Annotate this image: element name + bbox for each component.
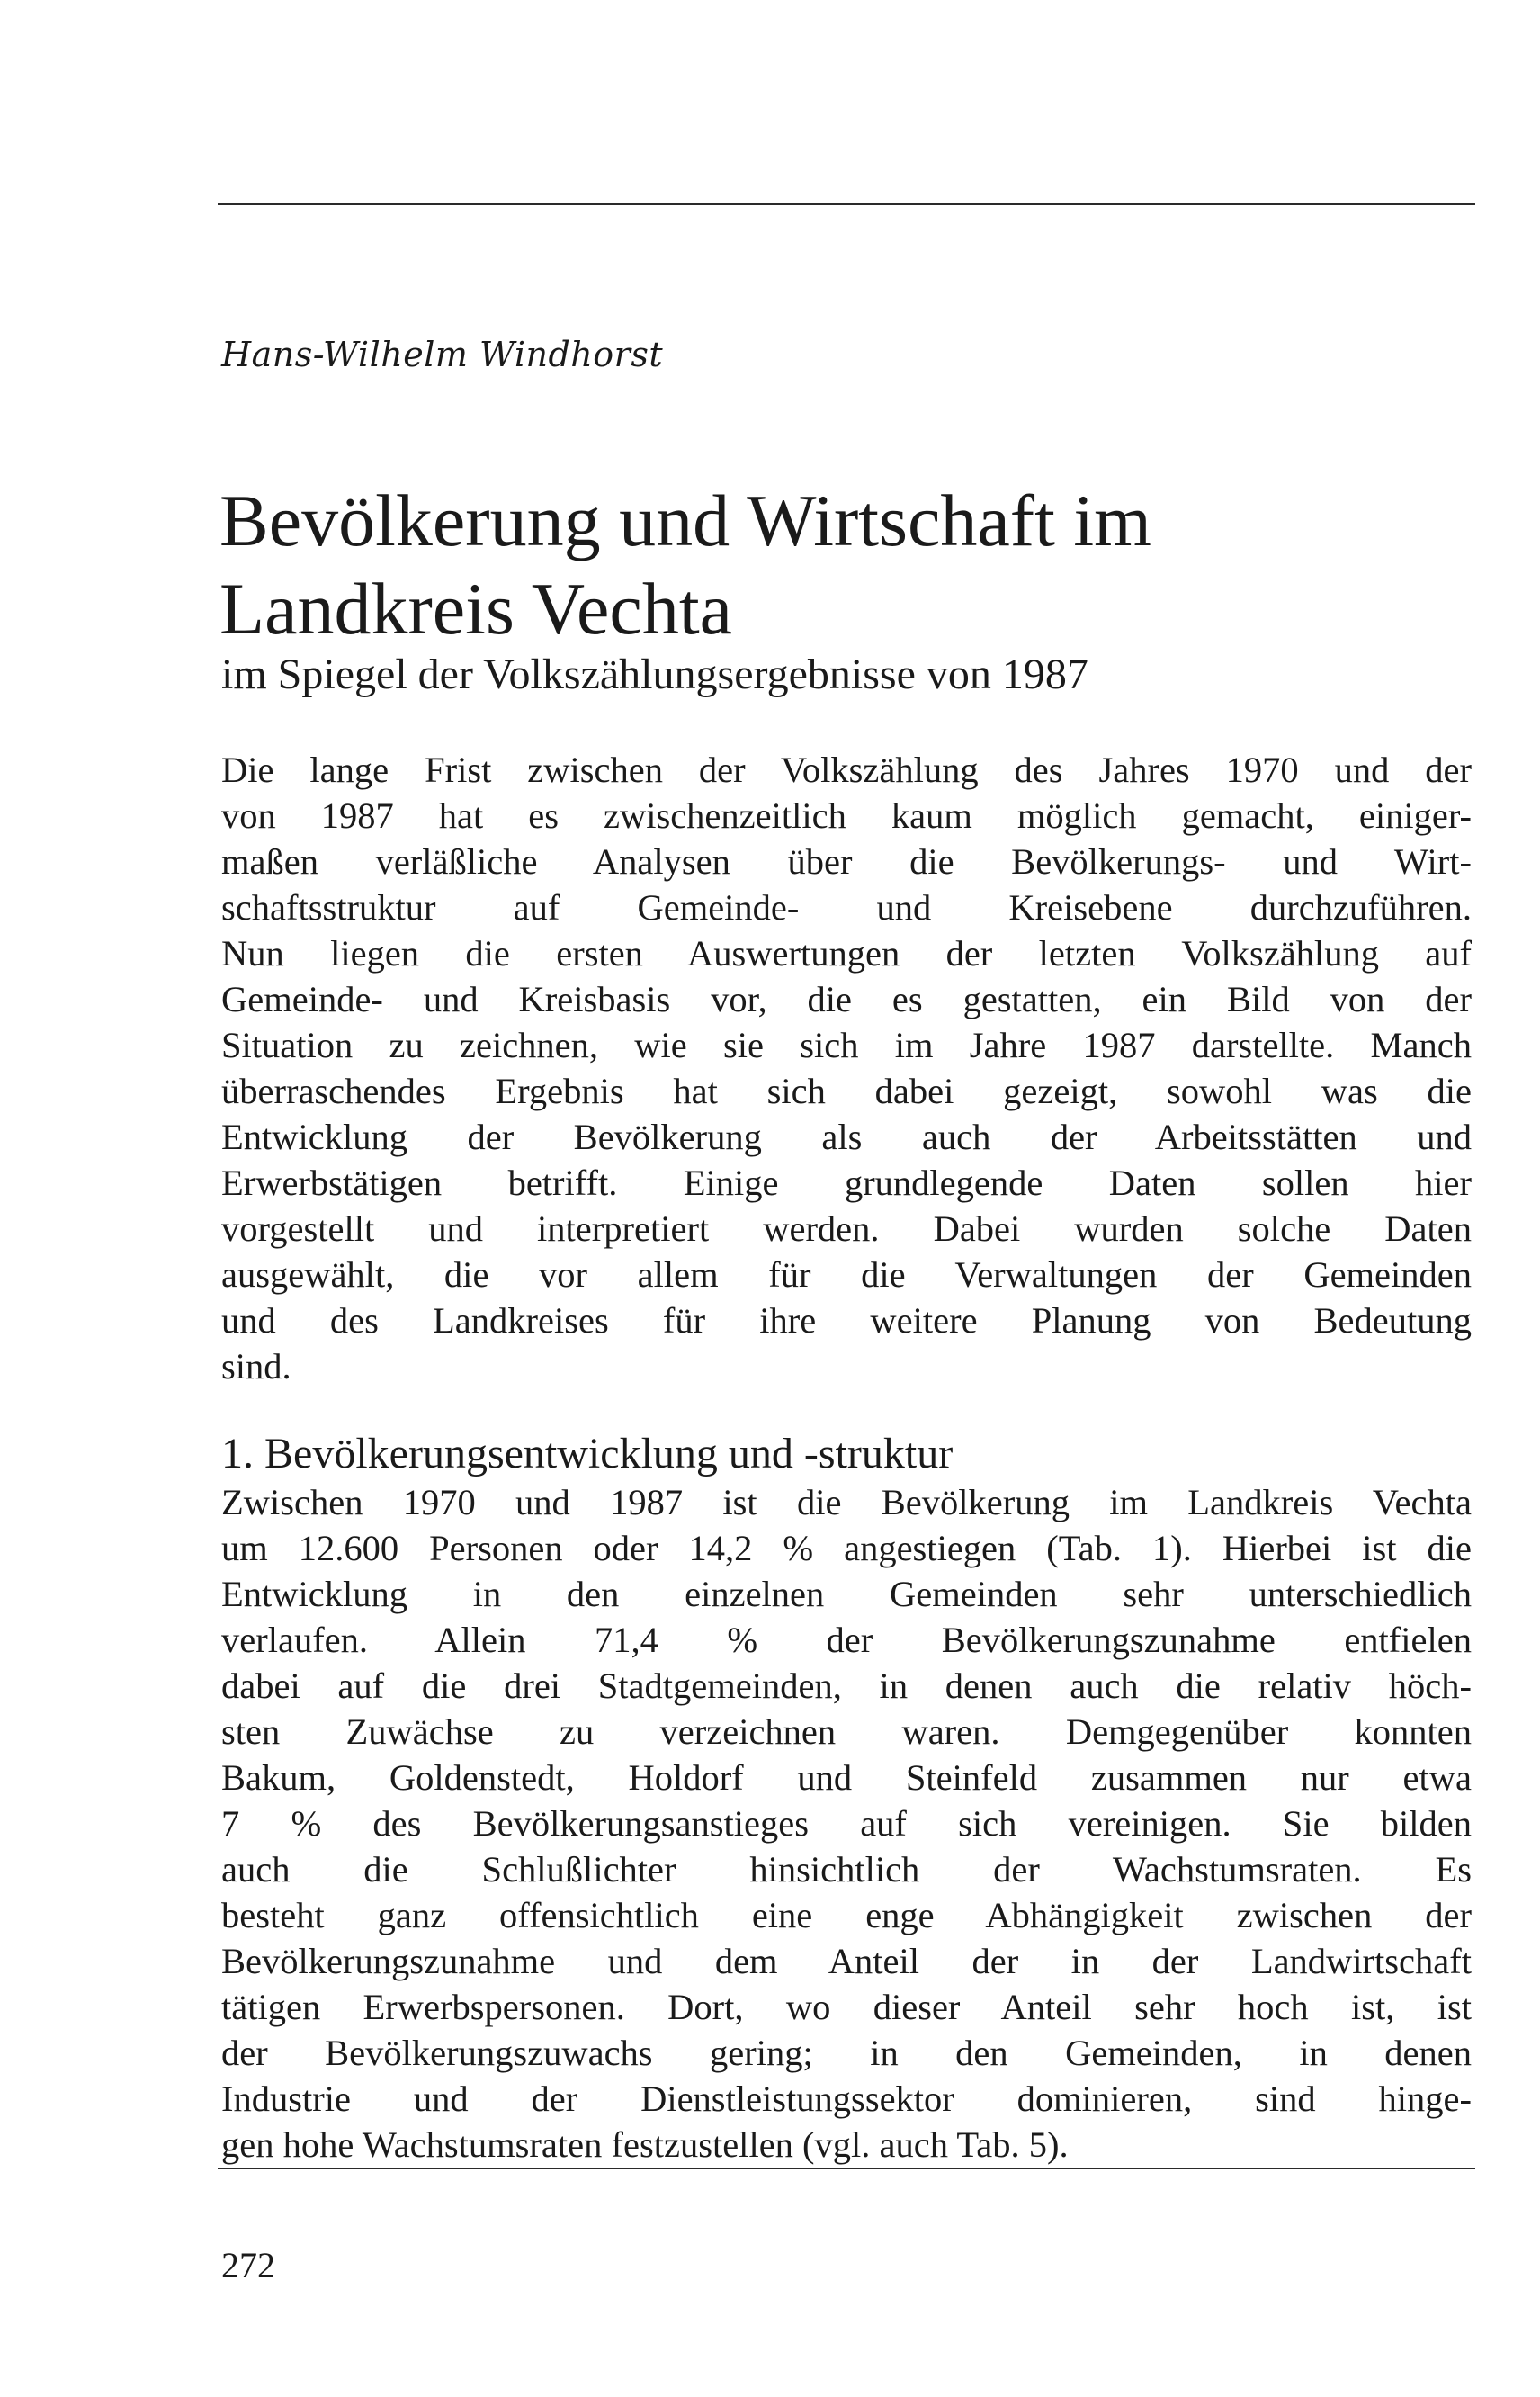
text-line: Situation zu zeichnen, wie sie sich im Jahre 1987 darstellte. Manch bbox=[221, 1025, 1472, 1065]
text-line: ausgewählt, die vor allem für die Verwaltungen der Gemeinden bbox=[221, 1254, 1472, 1295]
article-title-line: Bevölkerung und Wirtschaft im bbox=[219, 480, 1151, 561]
author-name: Hans-Wilhelm Windhorst bbox=[221, 335, 664, 374]
text-line: überraschendes Ergebnis hat sich dabei gezeigt, sowohl was die bbox=[221, 1071, 1472, 1111]
text-line: und des Landkreises für ihre weitere Planung von Bedeutung bbox=[221, 1300, 1472, 1341]
text-line: Bakum, Goldenstedt, Holdorf und Steinfeld zusammen nur etwa bbox=[221, 1757, 1472, 1798]
text-line: Gemeinde- und Kreisbasis vor, die es gestatten, ein Bild von der bbox=[221, 979, 1472, 1019]
section-paragraph bbox=[221, 1479, 1472, 2168]
text-line: 7 % des Bevölkerungsanstieges auf sich vereinigen. Sie bilden bbox=[221, 1803, 1472, 1844]
text-line: auch die Schlußlichter hinsichtlich der Wachstumsraten. Es bbox=[221, 1849, 1472, 1890]
text-line: besteht ganz offensichtlich eine enge Abhängigkeit zwischen der bbox=[221, 1895, 1472, 1935]
article-title-line: Landkreis Vechta bbox=[219, 568, 732, 650]
text-line: der Bevölkerungszuwachs gering; in den Gemeinden, in denen bbox=[221, 2033, 1472, 2073]
section-heading: 1. Bevölkerungsentwicklung und -struktur bbox=[221, 1430, 954, 1477]
text-line: Entwicklung in den einzelnen Gemeinden sehr unterschiedlich bbox=[221, 1574, 1472, 1614]
top-rule bbox=[218, 203, 1475, 205]
text-line: Bevölkerungszunahme und dem Anteil der in der Landwirtschaft bbox=[221, 1941, 1472, 1981]
intro-paragraph bbox=[221, 747, 1472, 1389]
text-line: sind. bbox=[221, 1346, 291, 1387]
text-line: von 1987 hat es zwischenzeitlich kaum möglich gemacht, einiger- bbox=[221, 795, 1472, 836]
text-line: Nun liegen die ersten Auswertungen der letzten Volkszählung auf bbox=[221, 933, 1472, 974]
text-line: tätigen Erwerbspersonen. Dort, wo dieser Anteil sehr hoch ist, ist bbox=[221, 1987, 1472, 2027]
page-number: 272 bbox=[221, 2245, 275, 2285]
text-line: Die lange Frist zwischen der Volkszählung des Jahres 1970 und der bbox=[221, 750, 1472, 790]
text-line: Erwerbstätigen betrifft. Einige grundlegende Daten sollen hier bbox=[221, 1163, 1472, 1203]
text-line: gen hohe Wachstumsraten festzustellen (vgl. auch Tab. 5). bbox=[221, 2124, 1069, 2165]
article-title bbox=[219, 477, 1479, 653]
text-line: um 12.600 Personen oder 14,2 % angestiegen (Tab. 1). Hierbei ist die bbox=[221, 1528, 1472, 1568]
text-line: Industrie und der Dienstleistungssektor dominieren, sind hinge- bbox=[221, 2078, 1472, 2119]
text-line: Zwischen 1970 und 1987 ist die Bevölkerung im Landkreis Vechta bbox=[221, 1482, 1472, 1522]
text-line: dabei auf die drei Stadtgemeinden, in denen auch die relativ höch- bbox=[221, 1665, 1472, 1706]
bottom-rule bbox=[218, 2168, 1475, 2169]
text-line: Entwicklung der Bevölkerung als auch der Arbeitsstätten und bbox=[221, 1117, 1472, 1157]
text-line: verlaufen. Allein 71,4 % der Bevölkerungszunahme entfielen bbox=[221, 1620, 1472, 1660]
text-line: vorgestellt und interpretiert werden. Dabei wurden solche Daten bbox=[221, 1208, 1472, 1249]
article-subtitle: im Spiegel der Volkszählungsergebnisse von 1987 bbox=[221, 651, 1088, 698]
text-line: maßen verläßliche Analysen über die Bevölkerungs- und Wirt- bbox=[221, 841, 1472, 882]
text-line: schaftsstruktur auf Gemeinde- und Kreisebene durchzuführen. bbox=[221, 887, 1472, 928]
text-line: sten Zuwächse zu verzeichnen waren. Demgegenüber konnten bbox=[221, 1711, 1472, 1752]
